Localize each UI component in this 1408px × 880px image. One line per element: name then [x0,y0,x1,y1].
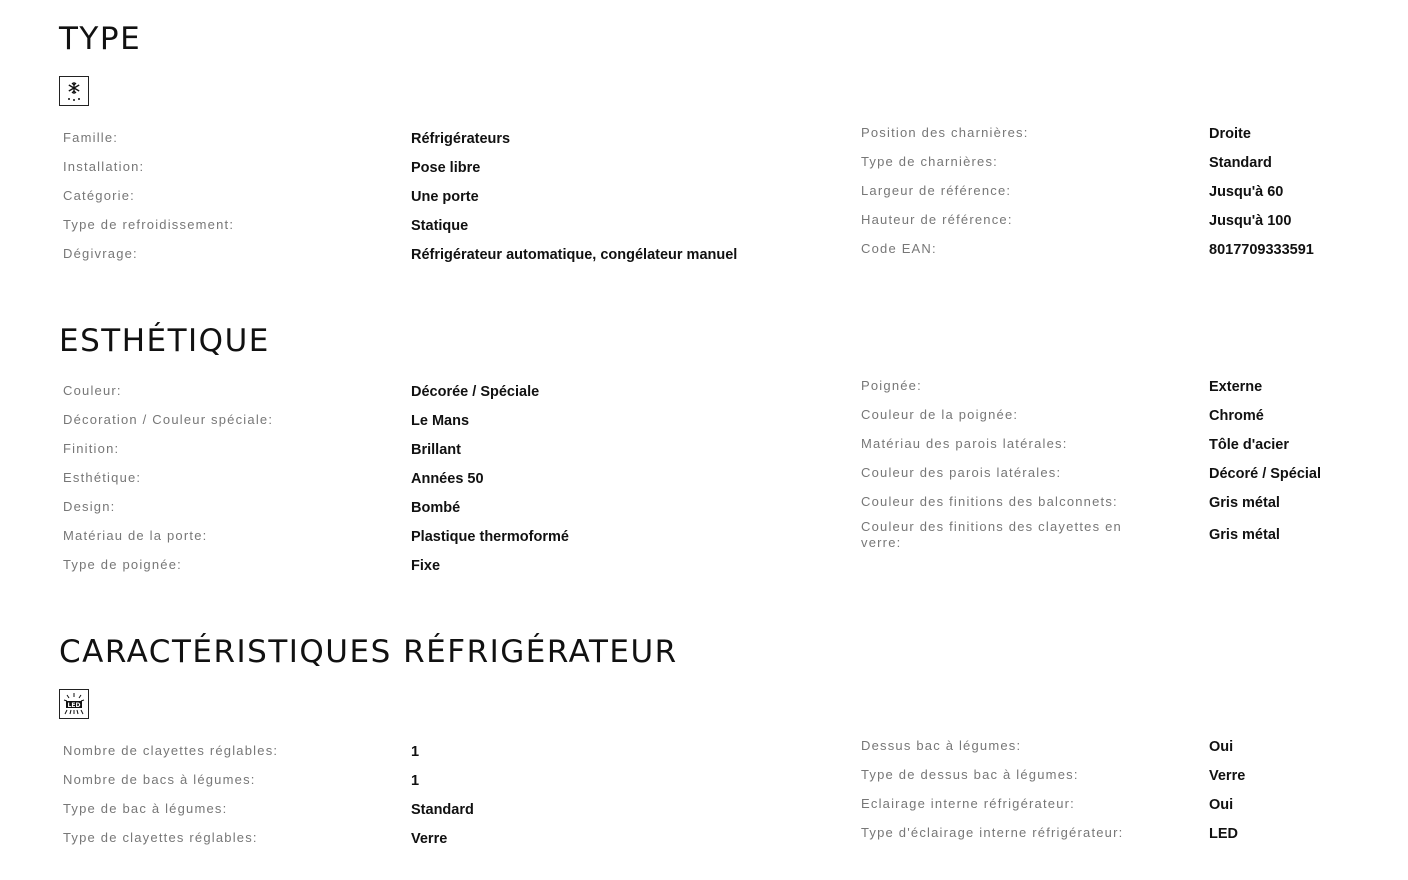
spec-value: 1 [411,773,420,789]
spec-label: Code EAN: [861,241,937,256]
spec-value: Oui [1209,739,1234,755]
spec-value: Fixe [411,558,441,574]
spec-label: Matériau des parois latérales: [861,436,1068,451]
spec-label: Design: [63,499,116,514]
spec-label: Dégivrage: [63,246,138,261]
spec-label: Hauteur de référence: [861,212,1013,227]
spec-value: Réfrigérateur automatique, congélateur manuel [411,247,738,263]
spec-value: Chromé [1209,408,1264,424]
spec-value: Droite [1209,126,1251,142]
spec-value: Standard [411,802,474,818]
spec-label: Position des charnières: [861,125,1029,140]
spec-value: Bombé [411,500,461,516]
spec-label: Esthétique: [63,470,142,485]
spec-label: Largeur de référence: [861,183,1012,198]
spec-label: Couleur des parois latérales: [861,465,1062,480]
spec-value: Le Mans [411,413,470,429]
spec-value: Statique [411,218,469,234]
spec-label: Décoration / Couleur spéciale: [63,412,274,427]
spec-value: LED [1209,826,1238,842]
spec-value: Gris métal [1209,495,1280,511]
spec-value: Une porte [411,189,479,205]
spec-value: Jusqu'à 60 [1209,184,1284,200]
spec-value: Pose libre [411,160,481,176]
spec-label: Type de poignée: [63,557,182,572]
spec-label: Finition: [63,441,120,456]
spec-value: Décorée / Spéciale [411,384,540,400]
spec-label: Type de dessus bac à légumes: [861,767,1079,782]
spec-value: Décoré / Spécial [1209,466,1322,482]
spec-label: Couleur de la poignée: [861,407,1019,422]
spec-label: Couleur: [63,383,122,398]
spec-value: 1 [411,744,420,760]
spec-label: Nombre de clayettes réglables: [63,743,279,758]
spec-value: Plastique thermoformé [411,529,569,545]
spec-label: Couleur des finitions des clayettes en verre: [861,519,1122,550]
spec-value: Réfrigérateurs [411,131,511,147]
spec-value: Années 50 [411,471,484,487]
section-title-esthetique: ESTHÉTIQUE [59,323,270,359]
section-title-refrigerateur: CARACTÉRISTIQUES RÉFRIGÉRATEUR [59,634,678,670]
spec-label: Dessus bac à légumes: [861,738,1022,753]
spec-label: Famille: [63,130,119,145]
spec-label: Type de bac à légumes: [63,801,228,816]
spec-value: Verre [1209,768,1246,784]
spec-value: Tôle d'acier [1209,437,1290,453]
spec-value: Oui [1209,797,1234,813]
spec-value: Standard [1209,155,1272,171]
spec-value: 8017709333591 [1209,242,1314,258]
section-title-type: TYPE [59,21,142,57]
spec-label: Nombre de bacs à légumes: [63,772,256,787]
spec-label: Installation: [63,159,145,174]
snowflake-icon [59,76,89,106]
spec-label: Type d'éclairage interne réfrigérateur: [861,825,1124,840]
spec-label: Couleur des finitions des balconnets: [861,494,1118,509]
spec-label: Catégorie: [63,188,135,203]
spec-value: Externe [1209,379,1263,395]
led-icon [59,689,89,719]
spec-label: Eclairage interne réfrigérateur: [861,796,1075,811]
spec-value: Brillant [411,442,461,458]
spec-label: Poignée: [861,378,922,393]
spec-label: Type de charnières: [861,154,998,169]
spec-value: Verre [411,831,448,847]
led-icon-label: LED [67,701,81,709]
spec-value: Gris métal [1209,527,1280,543]
spec-label: Type de clayettes réglables: [63,830,258,845]
spec-value: Jusqu'à 100 [1209,213,1292,229]
spec-label: Matériau de la porte: [63,528,208,543]
spec-label: Type de refroidissement: [63,217,235,232]
